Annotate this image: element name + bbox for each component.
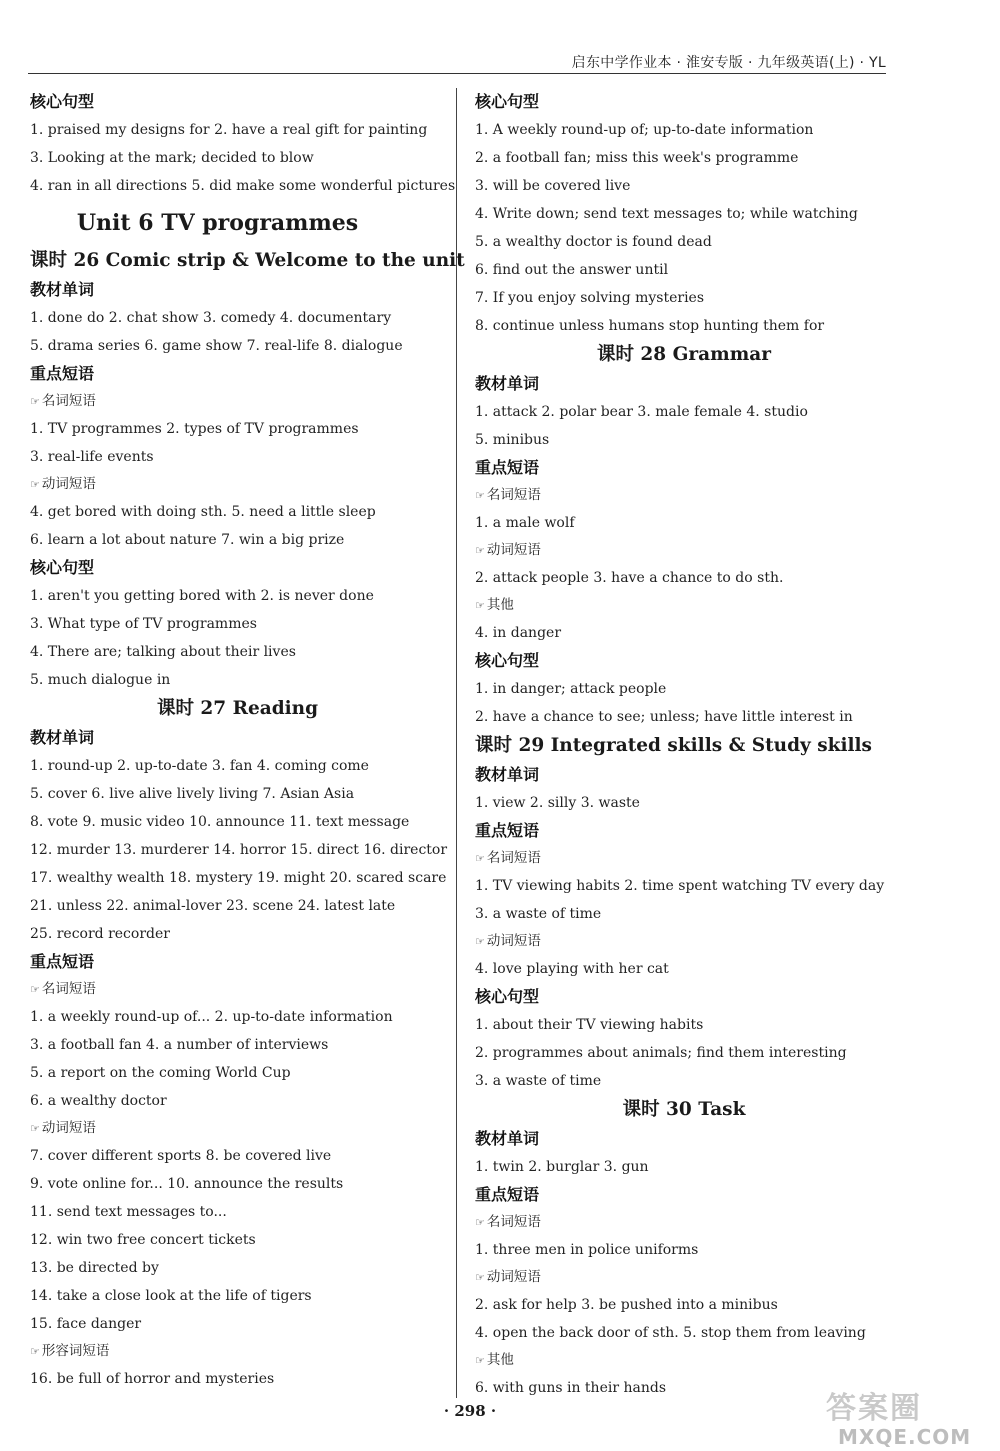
pointing-hand-icon: ☞ [30, 395, 40, 408]
section-heading-key-phrases: 重点短语 [475, 1185, 540, 1204]
section-heading-textbook-words: 教材单词 [30, 728, 95, 747]
subheading-noun-phrases: ☞ 名词短语 [30, 981, 96, 997]
pointing-hand-icon: ☞ [475, 1354, 485, 1367]
answer-line: 3. a football fan 4. a number of interviews [30, 1037, 329, 1053]
answer-line: 1. about their TV viewing habits [475, 1017, 704, 1033]
answer-line: 3. a waste of time [475, 1073, 602, 1089]
answer-line: 4. in danger [475, 625, 562, 641]
subheading-noun-phrases: ☞ 名词短语 [475, 850, 541, 866]
answer-line: 21. unless 22. animal-lover 23. scene 24. latest late [30, 898, 396, 914]
subheading-noun-phrases: ☞ 名词短语 [475, 1214, 541, 1230]
answer-line: 12. murder 13. murderer 14. horror 15. direct 16. director [30, 842, 448, 858]
answer-line: 8. vote 9. music video 10. announce 11. text message [30, 814, 410, 830]
answer-line: 1. done do 2. chat show 3. comedy 4. documentary [30, 310, 392, 326]
answer-line: 7. If you enjoy solving mysteries [475, 290, 705, 306]
right-column [475, 88, 893, 1402]
pointing-hand-icon: ☞ [30, 1345, 40, 1358]
answer-line: 2. attack people 3. have a chance to do sth. [475, 570, 784, 586]
lesson-27-title: 课时 27 Reading [156, 698, 319, 719]
answer-line: 14. take a close look at the life of tigers [30, 1288, 312, 1304]
pointing-hand-icon: ☞ [475, 935, 485, 948]
section-heading-textbook-words: 教材单词 [475, 374, 540, 393]
answer-line: 4. ran in all directions 5. did make some wonderful pictures [30, 178, 456, 194]
answer-line: 6. find out the answer until [475, 262, 669, 278]
left-column [30, 88, 465, 1393]
section-heading-key-phrases: 重点短语 [30, 364, 95, 383]
answer-line: 5. a wealthy doctor is found dead [475, 234, 712, 250]
watermark-text: 答案圈 [826, 1391, 922, 1426]
answer-line: 5. minibus [475, 432, 550, 448]
pointing-hand-icon: ☞ [475, 1216, 485, 1229]
answer-line: 2. programmes about animals; find them interesting [475, 1045, 847, 1061]
pointing-hand-icon: ☞ [475, 599, 485, 612]
subheading-verb-phrases: ☞ 动词短语 [475, 933, 541, 949]
answer-line: 1. in danger; attack people [475, 681, 667, 697]
section-heading-key-phrases: 重点短语 [475, 458, 540, 477]
subheading-other: ☞ 其他 [475, 597, 514, 613]
answer-line: 3. real-life events [30, 449, 154, 465]
answer-line: 25. record recorder [30, 926, 170, 942]
pointing-hand-icon: ☞ [30, 983, 40, 996]
answer-line: 8. continue unless humans stop hunting them for [475, 318, 825, 334]
subheading-verb-phrases: ☞ 动词短语 [475, 1269, 541, 1285]
section-heading-core-sentences: 核心句型 [30, 92, 95, 111]
answer-line: 5. cover 6. live alive lively living 7. Asian Asia [30, 786, 355, 802]
answer-line: 3. Looking at the mark; decided to blow [30, 150, 314, 166]
answer-line: 4. There are; talking about their lives [30, 644, 296, 660]
answer-line: 1. TV viewing habits 2. time spent watching TV every day [475, 878, 885, 894]
watermark-logo [826, 1392, 976, 1448]
answer-line: 1. a weekly round-up of... 2. up-to-date information [30, 1009, 393, 1025]
answer-line: 11. send text messages to... [30, 1204, 227, 1220]
section-heading-key-phrases: 重点短语 [30, 952, 95, 971]
subheading-verb-phrases: ☞ 动词短语 [30, 476, 96, 492]
answer-line: 3. What type of TV programmes [30, 616, 257, 632]
answer-line: 5. drama series 6. game show 7. real-life 8. dialogue [30, 338, 403, 354]
answer-line: 1. view 2. silly 3. waste [475, 795, 640, 811]
answer-line: 3. will be covered live [475, 178, 631, 194]
section-heading-core-sentences: 核心句型 [30, 558, 95, 577]
answer-line: 1. round-up 2. up-to-date 3. fan 4. coming come [30, 758, 369, 774]
section-heading-key-phrases: 重点短语 [475, 821, 540, 840]
section-heading-core-sentences: 核心句型 [475, 651, 540, 670]
watermark-url: MXQE.COM [838, 1425, 972, 1449]
answer-line: 17. wealthy wealth 18. mystery 19. might 20. scared scare [30, 870, 447, 886]
answer-line: 2. a football fan; miss this week's programme [475, 150, 799, 166]
answer-line: 4. Write down; send text messages to; while watching [475, 206, 858, 222]
answer-line: 6. learn a lot about nature 7. win a big prize [30, 532, 345, 548]
answer-line: 1. TV programmes 2. types of TV programmes [30, 421, 359, 437]
section-heading-textbook-words: 教材单词 [30, 280, 95, 299]
unit-title: Unit 6 TV programmes [76, 210, 359, 236]
answer-line: 1. aren't you getting bored with 2. is never done [30, 588, 374, 604]
answer-line: 5. much dialogue in [30, 672, 171, 688]
answer-line: 1. A weekly round-up of; up-to-date information [475, 122, 814, 138]
subheading-verb-phrases: ☞ 动词短语 [30, 1120, 96, 1136]
answer-line: 12. win two free concert tickets [30, 1232, 256, 1248]
answer-line: 2. have a chance to see; unless; have little interest in [475, 709, 853, 725]
answer-line: 7. cover different sports 8. be covered live [30, 1148, 332, 1164]
lesson-29-title: 课时 29 Integrated skills & Study skills [475, 735, 872, 756]
pointing-hand-icon: ☞ [475, 489, 485, 502]
column-divider [456, 88, 457, 1398]
answer-line: 4. open the back door of sth. 5. stop them from leaving [475, 1325, 866, 1341]
answer-line: 1. twin 2. burglar 3. gun [475, 1159, 649, 1175]
pointing-hand-icon: ☞ [30, 478, 40, 491]
pointing-hand-icon: ☞ [475, 1271, 485, 1284]
answer-line: 1. praised my designs for 2. have a real gift for painting [30, 122, 428, 138]
answer-line: 13. be directed by [30, 1260, 159, 1276]
header-rule [28, 73, 886, 74]
answer-line: 4. love playing with her cat [475, 961, 669, 977]
lesson-30-title: 课时 30 Task [622, 1099, 746, 1120]
answer-line: 1. three men in police uniforms [475, 1242, 699, 1258]
answer-line: 2. ask for help 3. be pushed into a minibus [475, 1297, 778, 1313]
answer-line: 9. vote online for... 10. announce the results [30, 1176, 344, 1192]
section-heading-core-sentences: 核心句型 [475, 987, 540, 1006]
answer-line: 6. a wealthy doctor [30, 1093, 167, 1109]
answer-line: 6. with guns in their hands [475, 1380, 667, 1396]
answer-line: 3. a waste of time [475, 906, 602, 922]
lesson-28-title: 课时 28 Grammar [596, 344, 772, 365]
section-heading-textbook-words: 教材单词 [475, 1129, 540, 1148]
answer-line: 4. get bored with doing sth. 5. need a little sleep [30, 504, 376, 520]
section-heading-textbook-words: 教材单词 [475, 765, 540, 784]
subheading-adjective-phrases: ☞ 形容词短语 [30, 1343, 110, 1359]
subheading-noun-phrases: ☞ 名词短语 [475, 487, 541, 503]
answer-line: 15. face danger [30, 1316, 142, 1332]
subheading-noun-phrases: ☞ 名词短语 [30, 393, 96, 409]
section-heading-core-sentences: 核心句型 [475, 92, 540, 111]
subheading-other: ☞ 其他 [475, 1352, 514, 1368]
page-number: · 298 · [443, 1402, 497, 1420]
answer-line: 16. be full of horror and mysteries [30, 1371, 275, 1387]
answer-line: 1. a male wolf [475, 515, 575, 531]
answer-line: 1. attack 2. polar bear 3. male female 4. studio [475, 404, 808, 420]
answer-line: 5. a report on the coming World Cup [30, 1065, 291, 1081]
pointing-hand-icon: ☞ [475, 544, 485, 557]
running-header: 启东中学作业本 · 淮安专版 · 九年级英语(上) · YL [571, 55, 886, 71]
lesson-26-title: 课时 26 Comic strip & Welcome to the unit [30, 250, 465, 271]
pointing-hand-icon: ☞ [475, 852, 485, 865]
pointing-hand-icon: ☞ [30, 1122, 40, 1135]
subheading-verb-phrases: ☞ 动词短语 [475, 542, 541, 558]
